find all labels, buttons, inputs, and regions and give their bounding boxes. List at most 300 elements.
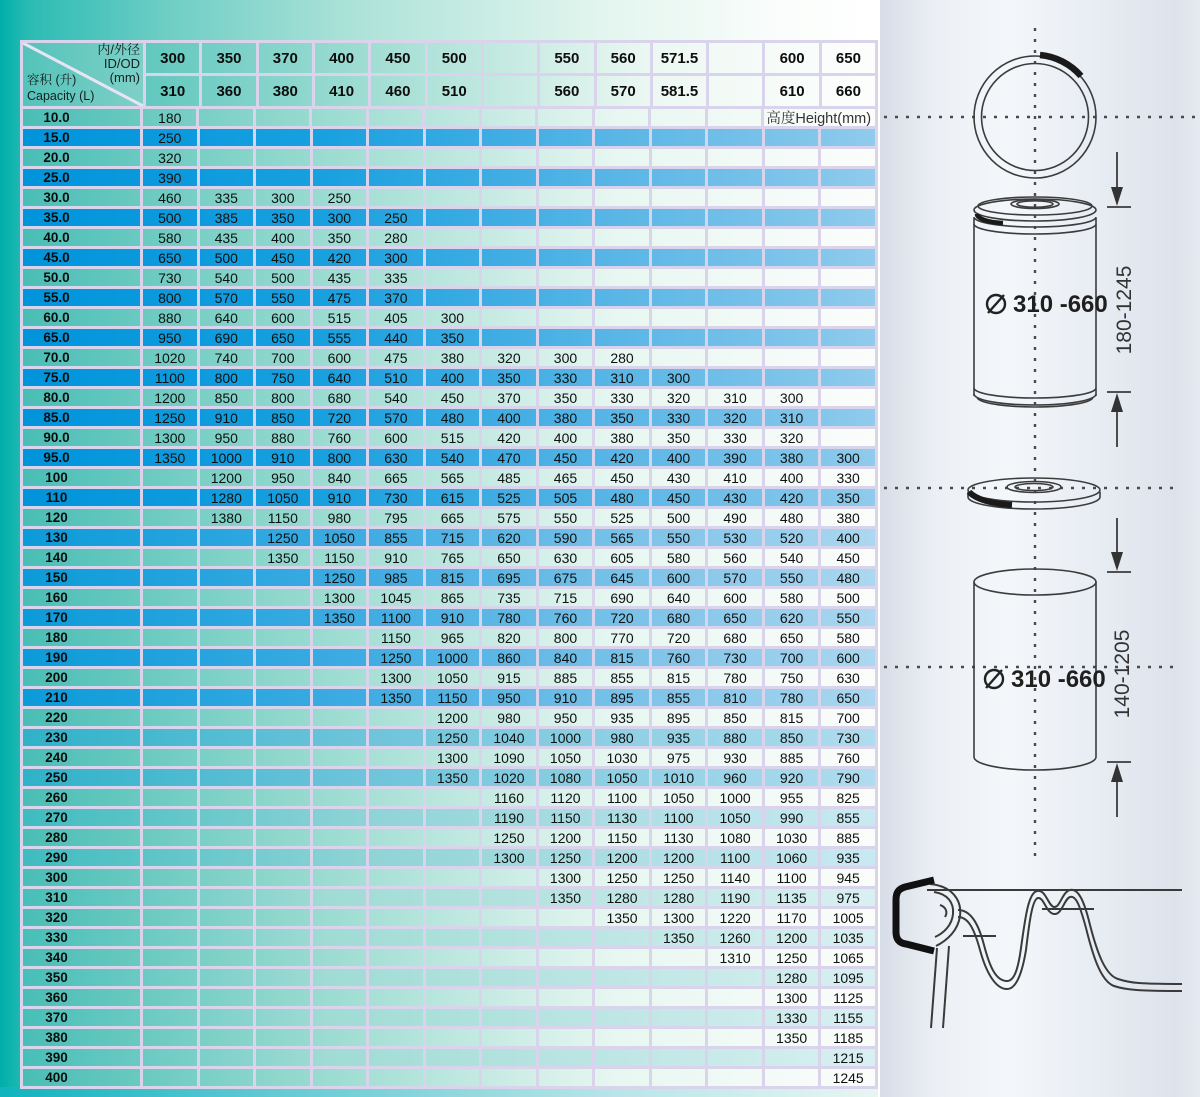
height-cell: 945 bbox=[836, 869, 860, 886]
height-cell bbox=[595, 229, 652, 246]
height-cell: 700 bbox=[256, 349, 313, 366]
height-cell: 450 bbox=[836, 549, 860, 566]
height-cell bbox=[313, 769, 370, 786]
corner-capacity-cn: 容积 (升) bbox=[27, 73, 77, 87]
height-cell: 665 bbox=[369, 469, 426, 486]
height-cell: 665 bbox=[426, 509, 483, 526]
height-cell: 1200 bbox=[143, 389, 200, 406]
table-corner-cell bbox=[23, 43, 143, 106]
height-cell bbox=[539, 909, 596, 926]
height-cell: 1030 bbox=[595, 749, 652, 766]
height-cell: 350 bbox=[652, 429, 709, 446]
height-cell: 1350 bbox=[369, 689, 426, 706]
height-cell bbox=[652, 209, 709, 226]
height-cell bbox=[539, 309, 596, 326]
height-cell bbox=[369, 829, 426, 846]
height-cell bbox=[369, 869, 426, 886]
header-columns bbox=[146, 43, 875, 106]
height-cell: 1010 bbox=[652, 769, 709, 786]
height-cell bbox=[256, 569, 313, 586]
height-cell bbox=[539, 1069, 596, 1086]
height-cell bbox=[482, 1069, 539, 1086]
height-cell: 335 bbox=[369, 269, 426, 286]
height-cell: 570 bbox=[369, 409, 426, 426]
height-cell: 460 bbox=[143, 189, 200, 206]
height-cell: 1060 bbox=[765, 849, 822, 866]
height-cell: 1000 bbox=[539, 729, 596, 746]
height-cell bbox=[256, 129, 313, 146]
table-body bbox=[23, 109, 875, 1086]
height-cell: 400 bbox=[765, 469, 822, 486]
height-cell: 380 bbox=[595, 429, 652, 446]
height-cell bbox=[369, 1069, 426, 1086]
height-cell: 250 bbox=[143, 129, 200, 146]
height-cell bbox=[426, 849, 483, 866]
table-row bbox=[23, 829, 875, 846]
height-cell bbox=[708, 229, 765, 246]
height-cell: 850 bbox=[765, 729, 822, 746]
height-cell: 885 bbox=[539, 669, 596, 686]
height-cell: 895 bbox=[595, 689, 652, 706]
height-cell bbox=[143, 649, 200, 666]
height-cell bbox=[482, 989, 539, 1006]
height-cell: 1095 bbox=[832, 969, 864, 986]
height-cell: 910 bbox=[256, 449, 313, 466]
height-cell bbox=[595, 129, 652, 146]
height-cell bbox=[426, 889, 483, 906]
height-cell bbox=[143, 469, 200, 486]
height-cell: 1040 bbox=[482, 729, 539, 746]
height-cell: 640 bbox=[200, 309, 257, 326]
height-cell bbox=[482, 869, 539, 886]
od-header-cell: 660 bbox=[835, 82, 861, 100]
height-cell bbox=[256, 649, 313, 666]
height-cell: 400 bbox=[256, 229, 313, 246]
height-cell bbox=[765, 149, 822, 166]
table-header bbox=[23, 43, 875, 106]
height-cell: 910 bbox=[539, 689, 596, 706]
od-header-cell bbox=[709, 76, 765, 106]
height-cell: 1100 bbox=[652, 809, 709, 826]
height-cell bbox=[143, 769, 200, 786]
height-cell bbox=[369, 189, 426, 206]
capacity-label: 45.0 bbox=[23, 249, 143, 266]
height-cell bbox=[426, 1009, 483, 1026]
capacity-label: 55.0 bbox=[23, 289, 143, 306]
height-cell: 1250 bbox=[539, 849, 596, 866]
height-cell bbox=[143, 549, 200, 566]
table-row bbox=[23, 329, 875, 346]
table-row bbox=[23, 289, 875, 306]
height-cell bbox=[256, 1069, 313, 1086]
height-cell: 800 bbox=[143, 289, 200, 306]
capacity-label: 30.0 bbox=[23, 189, 143, 206]
height-cell: 1250 bbox=[369, 649, 426, 666]
table-row bbox=[23, 949, 875, 966]
capacity-label: 100 bbox=[23, 469, 143, 486]
closed-drum-diameter bbox=[987, 291, 1108, 318]
height-cell bbox=[256, 629, 313, 646]
height-cell: 1300 bbox=[143, 429, 200, 446]
height-cell bbox=[482, 889, 539, 906]
od-header-cell: 310 bbox=[146, 76, 202, 106]
height-cell: 1330 bbox=[765, 1009, 822, 1026]
height-cell: 450 bbox=[595, 469, 652, 486]
height-cell: 880 bbox=[708, 729, 765, 746]
height-cell: 690 bbox=[595, 589, 652, 606]
height-cell bbox=[426, 1049, 483, 1066]
height-cell: 540 bbox=[765, 549, 822, 566]
height-cell: 350 bbox=[595, 409, 652, 426]
height-cell bbox=[200, 669, 257, 686]
height-cell: 430 bbox=[652, 469, 709, 486]
height-cell: 880 bbox=[143, 309, 200, 326]
height-cell bbox=[595, 249, 652, 266]
height-cell: 1250 bbox=[256, 529, 313, 546]
height-cell bbox=[313, 829, 370, 846]
height-cell bbox=[256, 149, 313, 166]
height-cell bbox=[200, 609, 257, 626]
height-cell bbox=[652, 149, 709, 166]
height-cell: 480 bbox=[836, 569, 860, 586]
height-cell: 1245 bbox=[832, 1069, 864, 1086]
height-cell: 1050 bbox=[426, 669, 483, 686]
height-cell: 850 bbox=[708, 709, 765, 726]
height-cell: 960 bbox=[708, 769, 765, 786]
capacity-label: 340 bbox=[23, 949, 143, 966]
table-row bbox=[23, 669, 875, 686]
capacity-label: 240 bbox=[23, 749, 143, 766]
height-cell bbox=[652, 129, 709, 146]
height-cell bbox=[369, 729, 426, 746]
table-row bbox=[23, 549, 875, 566]
height-cell bbox=[200, 989, 257, 1006]
height-cell: 1080 bbox=[708, 829, 765, 846]
height-cell: 435 bbox=[313, 269, 370, 286]
height-cell: 500 bbox=[256, 269, 313, 286]
height-cell bbox=[708, 1069, 765, 1086]
height-cell: 930 bbox=[708, 749, 765, 766]
height-cell bbox=[482, 949, 539, 966]
height-cell bbox=[143, 709, 200, 726]
height-cell bbox=[652, 949, 709, 966]
height-cell: 715 bbox=[426, 529, 483, 546]
height-cell: 1100 bbox=[143, 369, 200, 386]
height-cell bbox=[256, 689, 313, 706]
height-cell: 850 bbox=[200, 389, 257, 406]
capacity-label: 290 bbox=[23, 849, 143, 866]
height-cell bbox=[595, 1029, 652, 1046]
height-cell: 815 bbox=[426, 569, 483, 586]
height-cell: 465 bbox=[539, 469, 596, 486]
height-cell bbox=[708, 369, 765, 386]
height-cell: 475 bbox=[313, 289, 370, 306]
height-cell: 1250 bbox=[482, 829, 539, 846]
capacity-label: 120 bbox=[23, 509, 143, 526]
height-cell bbox=[200, 689, 257, 706]
height-cell: 650 bbox=[836, 689, 860, 706]
height-cell: 1170 bbox=[765, 909, 822, 926]
height-cell bbox=[256, 109, 312, 126]
arrow-up-icon bbox=[1111, 393, 1123, 412]
height-cell: 1150 bbox=[595, 829, 652, 846]
height-cell bbox=[652, 289, 709, 306]
height-cell: 1020 bbox=[143, 349, 200, 366]
height-cell bbox=[482, 169, 539, 186]
open-drum-height-range: 140-1205 bbox=[1111, 629, 1134, 719]
height-cell: 630 bbox=[836, 669, 860, 686]
height-cell: 390 bbox=[708, 449, 765, 466]
height-cell bbox=[200, 849, 257, 866]
height-cell: 180 bbox=[143, 109, 199, 126]
height-cell bbox=[369, 949, 426, 966]
height-cell: 300 bbox=[426, 309, 483, 326]
height-cell bbox=[539, 149, 596, 166]
height-cell: 1005 bbox=[832, 909, 864, 926]
height-cell bbox=[708, 129, 765, 146]
corner-unit: (mm) bbox=[109, 70, 140, 85]
height-cell bbox=[539, 1029, 596, 1046]
capacity-label: 180 bbox=[23, 629, 143, 646]
height-cell bbox=[765, 329, 822, 346]
capacity-label: 320 bbox=[23, 909, 143, 926]
height-cell bbox=[313, 629, 370, 646]
height-cell: 590 bbox=[539, 529, 596, 546]
height-cell: 370 bbox=[369, 289, 426, 306]
height-cell: 800 bbox=[256, 389, 313, 406]
height-cell: 500 bbox=[836, 589, 860, 606]
height-cell: 250 bbox=[369, 209, 426, 226]
height-cell bbox=[200, 649, 257, 666]
table-row bbox=[23, 1029, 875, 1046]
capacity-label: 280 bbox=[23, 829, 143, 846]
height-cell: 380 bbox=[426, 349, 483, 366]
height-cell bbox=[821, 189, 875, 206]
height-cell: 1020 bbox=[482, 769, 539, 786]
height-cell: 1350 bbox=[652, 929, 709, 946]
height-cell bbox=[313, 729, 370, 746]
height-cell bbox=[313, 649, 370, 666]
height-cell bbox=[821, 229, 875, 246]
height-cell: 990 bbox=[765, 809, 822, 826]
rim-curl-inner bbox=[934, 892, 953, 937]
height-cell: 1300 bbox=[652, 909, 709, 926]
table-row bbox=[23, 1069, 875, 1086]
height-cell: 1160 bbox=[482, 789, 539, 806]
capacity-label: 360 bbox=[23, 989, 143, 1006]
height-cell bbox=[200, 1009, 257, 1026]
table-row bbox=[23, 929, 875, 946]
height-cell bbox=[143, 569, 200, 586]
height-cell: 560 bbox=[708, 549, 765, 566]
height-cell: 910 bbox=[426, 609, 483, 626]
height-cell bbox=[426, 289, 483, 306]
height-cell bbox=[200, 569, 257, 586]
height-cell: 310 bbox=[708, 389, 765, 406]
height-cell: 1030 bbox=[765, 829, 822, 846]
height-cell bbox=[313, 809, 370, 826]
height-cell bbox=[256, 809, 313, 826]
diameter-icon bbox=[987, 295, 1005, 313]
od-header-cell: 581.5 bbox=[653, 76, 709, 106]
height-cell bbox=[369, 1029, 426, 1046]
height-cell: 410 bbox=[708, 469, 765, 486]
height-cell: 825 bbox=[836, 789, 860, 806]
height-cell: 950 bbox=[200, 429, 257, 446]
height-cell bbox=[200, 929, 257, 946]
capacity-label: 95.0 bbox=[23, 449, 143, 466]
capacity-label: 70.0 bbox=[23, 349, 143, 366]
height-cell: 640 bbox=[313, 369, 370, 386]
height-cell: 695 bbox=[482, 569, 539, 586]
height-cell: 515 bbox=[313, 309, 370, 326]
height-cell: 320 bbox=[482, 349, 539, 366]
height-cell: 1050 bbox=[256, 489, 313, 506]
height-cell: 690 bbox=[200, 329, 257, 346]
capacity-label: 400 bbox=[23, 1069, 143, 1086]
height-cell bbox=[539, 329, 596, 346]
height-cell bbox=[652, 329, 709, 346]
height-cell: 1135 bbox=[765, 889, 822, 906]
height-cell: 1050 bbox=[539, 749, 596, 766]
height-cell bbox=[200, 869, 257, 886]
capacity-label: 230 bbox=[23, 729, 143, 746]
height-cell bbox=[765, 349, 822, 366]
height-cell: 980 bbox=[482, 709, 539, 726]
height-cell: 320 bbox=[652, 389, 709, 406]
height-cell bbox=[256, 909, 313, 926]
height-cell: 910 bbox=[313, 489, 370, 506]
height-cell: 300 bbox=[765, 389, 822, 406]
height-cell bbox=[482, 1029, 539, 1046]
height-cell bbox=[765, 129, 822, 146]
height-cell: 475 bbox=[369, 349, 426, 366]
height-cell bbox=[313, 669, 370, 686]
height-cell: 1035 bbox=[832, 929, 864, 946]
height-cell: 540 bbox=[200, 269, 257, 286]
height-cell: 1090 bbox=[482, 749, 539, 766]
height-cell: 580 bbox=[652, 549, 709, 566]
height-cell: 720 bbox=[313, 409, 370, 426]
height-cell bbox=[595, 929, 652, 946]
height-cell: 1200 bbox=[765, 929, 822, 946]
height-cell: 400 bbox=[426, 369, 483, 386]
height-cell: 1185 bbox=[833, 1029, 864, 1046]
height-cell bbox=[313, 129, 370, 146]
height-cell: 1220 bbox=[708, 909, 765, 926]
height-cell: 650 bbox=[765, 629, 822, 646]
height-cell: 1280 bbox=[652, 889, 709, 906]
height-cell bbox=[369, 929, 426, 946]
height-cell bbox=[426, 869, 483, 886]
height-cell: 840 bbox=[313, 469, 370, 486]
closed-drum-diameter-label: 310 -660 bbox=[1013, 291, 1108, 318]
height-cell bbox=[200, 789, 257, 806]
height-cell: 1215 bbox=[832, 1049, 864, 1066]
table-row bbox=[23, 429, 875, 446]
height-cell: 1150 bbox=[369, 629, 426, 646]
capacity-label: 260 bbox=[23, 789, 143, 806]
height-cell: 1300 bbox=[765, 989, 822, 1006]
height-cell: 1140 bbox=[708, 869, 765, 886]
table-row bbox=[23, 749, 875, 766]
height-cell: 320 bbox=[765, 429, 822, 446]
height-cell bbox=[256, 589, 313, 606]
height-cell: 520 bbox=[765, 529, 822, 546]
height-cell bbox=[595, 149, 652, 166]
height-cell: 855 bbox=[369, 529, 426, 546]
height-cell bbox=[539, 169, 596, 186]
height-cell: 350 bbox=[256, 209, 313, 226]
height-cell bbox=[143, 789, 200, 806]
height-cell: 1000 bbox=[200, 449, 257, 466]
height-cell: 760 bbox=[652, 649, 709, 666]
height-cell: 320 bbox=[143, 149, 200, 166]
height-cell bbox=[708, 1029, 765, 1046]
height-cell: 550 bbox=[539, 509, 596, 526]
height-cell: 435 bbox=[200, 229, 257, 246]
height-cell bbox=[313, 909, 370, 926]
height-cell: 1350 bbox=[313, 609, 370, 626]
height-cell bbox=[143, 729, 200, 746]
height-cell bbox=[426, 949, 483, 966]
height-cell bbox=[143, 1029, 200, 1046]
height-cell bbox=[821, 429, 875, 446]
table-row bbox=[23, 449, 875, 466]
height-cell bbox=[369, 909, 426, 926]
height-cell bbox=[143, 749, 200, 766]
drum-wall-line bbox=[931, 948, 937, 1028]
height-cell bbox=[143, 989, 200, 1006]
height-cell: 1350 bbox=[765, 1029, 822, 1046]
height-cell: 400 bbox=[836, 529, 860, 546]
capacity-label: 210 bbox=[23, 689, 143, 706]
table-row bbox=[23, 149, 875, 166]
height-cell: 935 bbox=[652, 729, 709, 746]
od-header-cell: 380 bbox=[259, 76, 315, 106]
height-cell bbox=[652, 1029, 709, 1046]
height-cell: 500 bbox=[652, 509, 709, 526]
height-cell bbox=[426, 209, 483, 226]
height-cell bbox=[143, 669, 200, 686]
height-cell: 1300 bbox=[482, 849, 539, 866]
height-cell: 580 bbox=[765, 589, 822, 606]
height-cell bbox=[539, 249, 596, 266]
height-cell bbox=[426, 1069, 483, 1086]
height-cell bbox=[143, 969, 200, 986]
height-cell: 780 bbox=[482, 609, 539, 626]
height-cell bbox=[200, 589, 257, 606]
height-cell: 650 bbox=[256, 329, 313, 346]
corner-id-od-cn: 内/外径 bbox=[97, 42, 140, 57]
table-row bbox=[23, 349, 875, 366]
height-cell bbox=[313, 869, 370, 886]
height-cell bbox=[821, 269, 875, 286]
height-cell bbox=[256, 1029, 313, 1046]
height-cell bbox=[143, 689, 200, 706]
height-cell: 550 bbox=[765, 569, 822, 586]
height-cell bbox=[369, 149, 426, 166]
height-cell: 1350 bbox=[426, 769, 483, 786]
height-cell: 485 bbox=[482, 469, 539, 486]
height-cell: 505 bbox=[539, 489, 596, 506]
drum-wall-line bbox=[943, 946, 949, 1028]
height-cell: 1045 bbox=[369, 589, 426, 606]
height-cell bbox=[652, 189, 709, 206]
height-cell bbox=[256, 869, 313, 886]
height-cell: 510 bbox=[369, 369, 426, 386]
height-cell bbox=[652, 1069, 709, 1086]
